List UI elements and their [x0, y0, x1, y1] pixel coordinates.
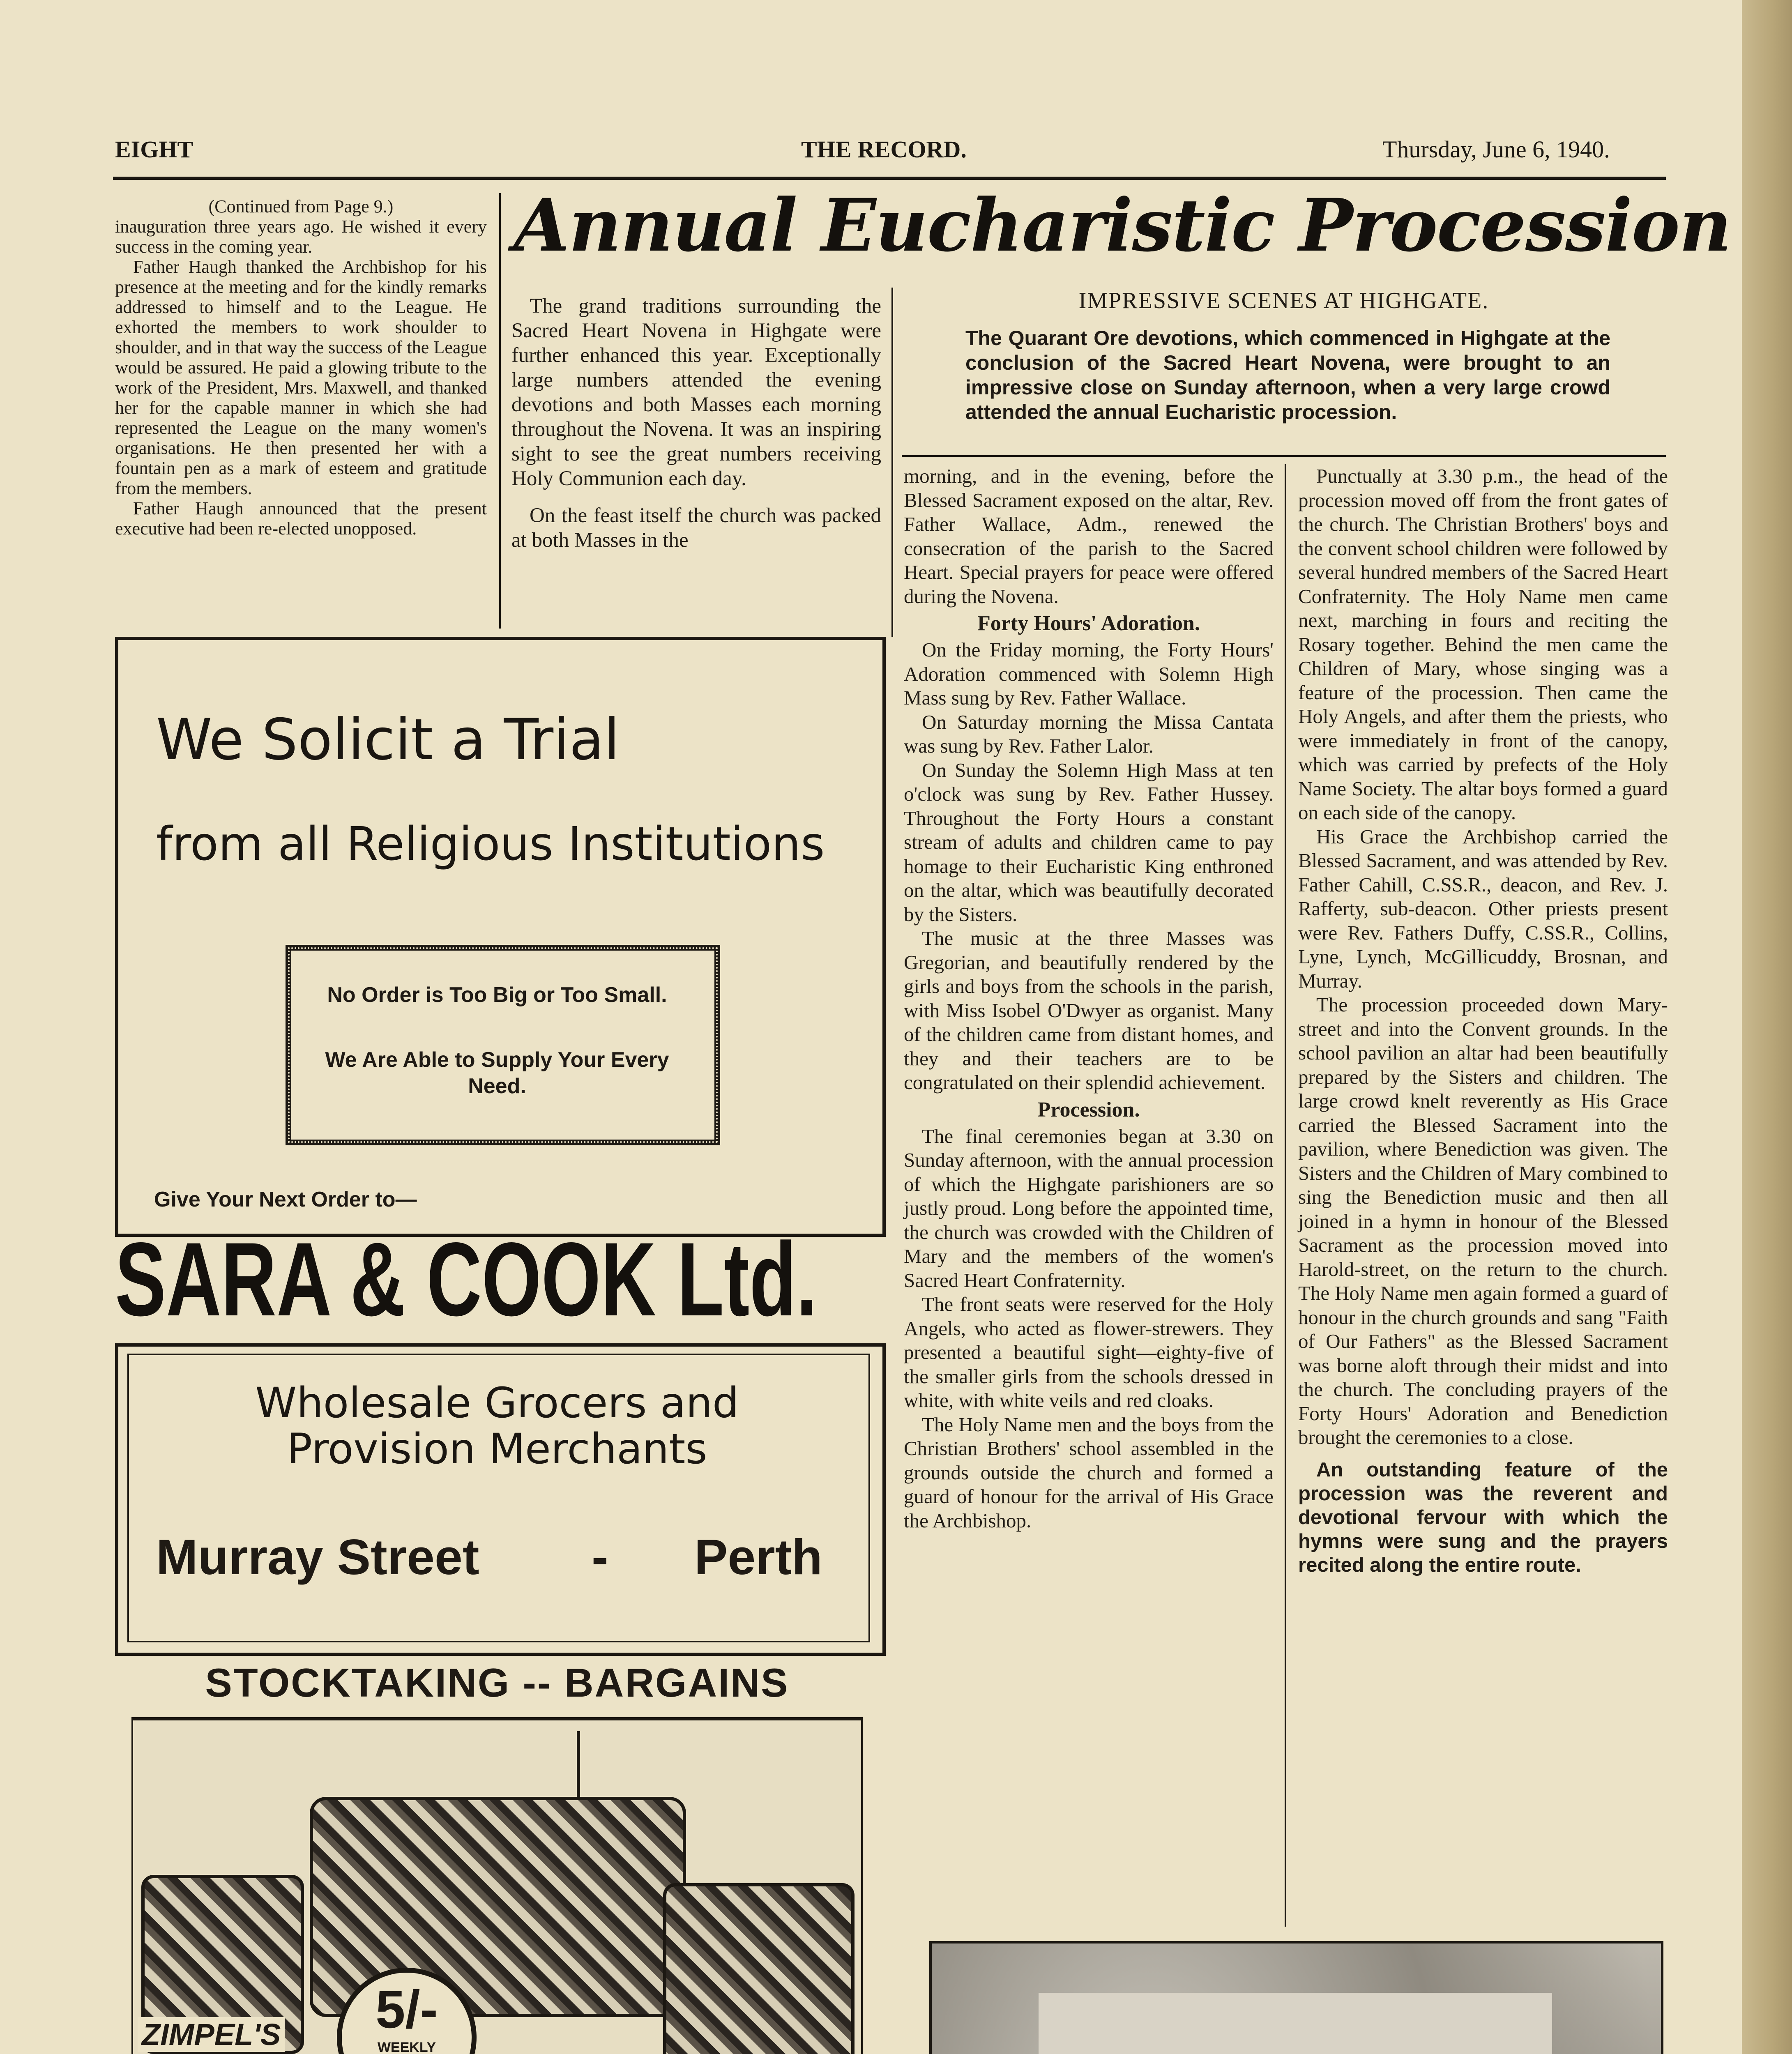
- article-para: His Grace the Archbishop carried the Blessed Sacrament, and was attended by Rev. Father Cahill, C.SS.R., deacon, and Rev. J. Rafferty, sub-deacon. Other priests present were Rev. Fathers Duffy, C.SS.R., Collins, Lyne, Lynch, McGillicuddy, Brosnan, and Murray.: [1298, 825, 1668, 992]
- column-rule: [1285, 464, 1286, 1927]
- left-column: [115, 196, 487, 539]
- article-para: The final ceremonies began at 3.30 on Sunday afternoon, with the annual procession of which the Highgate parishioners are so justly proud. Long before the appointed time, the church was crowded with the Children of Mary and the members of the women's Sacred Heart Confraternity.: [904, 1124, 1274, 1292]
- sara-line1: We Solicit a Trial: [156, 707, 620, 773]
- left-para: Father Haugh thanked the Archbishop for his presence at the meeting and for the kindly remarks addressed to himself and to the League. He exhorted the members to work shoulder to shoulder, and in that way the success of the League would be assured. He paid a glowing tribute to the work of the President, Mrs. Maxwell, and thanked her for the capable manner in which she had represented the League on the many women's organisations. He then presented her with a fountain pen as a mark of esteem and gratitude from the members.: [115, 257, 487, 498]
- article-para: On Saturday morning the Missa Cantata was sung by Rev. Father Lalor.: [904, 710, 1274, 757]
- page-number: EIGHT: [115, 136, 193, 163]
- left-para: inauguration three years ago. He wished it every success in the coming year.: [115, 216, 487, 257]
- sara-trade1: Wholesale Grocers and: [255, 1379, 739, 1428]
- procession-photo: [929, 1941, 1663, 2054]
- badge-price: 5/-: [375, 1979, 438, 2039]
- article-para: On the Friday morning, the Forty Hours' Adoration commenced with Solemn High Mass sung by Rev. Father Wallace.: [904, 638, 1274, 709]
- column-rule: [891, 288, 893, 637]
- sara-trade2: Provision Merchants: [287, 1425, 707, 1474]
- zimpel-price-badge: [337, 1968, 477, 2054]
- article-para: morning, and in the evening, before the Blessed Sacrament exposed on the altar, Rev. Father Wallace, Adm., renewed the consecration of the parish to the Sacred Heart. Special prayers for peace were offered during the Novena.: [904, 465, 1274, 608]
- badge-sub: WEEKLY: [377, 2040, 436, 2054]
- article-col-c: [1298, 464, 1668, 1577]
- article-intro: The Quarant Ore devotions, which commenced in Highgate at the conclusion of the Sacred Heart Novena, were brought to an impressive close on Sunday afternoon, when a very large crowd attended the annual Eucharistic procession.: [965, 327, 1610, 424]
- article-para: The grand traditions surrounding the Sacred Heart Novena in Highgate were further enhanced this year. Exceptionally large numbers attended the evening devotions and both Masses each morning throughout the Novena. It was an inspiring sight to see the great numbers receiving Holy Communion each day.: [511, 295, 881, 490]
- sara-give: Give Your Next Order to—: [154, 1188, 417, 1211]
- continued-note: (Continued from Page 9.): [208, 196, 394, 216]
- article-closing: An outstanding feature of the procession was the reverent and devotional fervour with which the hymns were sung and the prayers recited along the entire route.: [1298, 1458, 1668, 1576]
- sara-dash: -: [592, 1529, 608, 1585]
- zimpel-illustration: [131, 1717, 863, 2054]
- page-edge: [1742, 0, 1792, 2054]
- sara-city: Perth: [694, 1529, 822, 1585]
- zimpel-brand: ZIMPEL'S: [138, 2017, 285, 2052]
- canopy: [1039, 1993, 1552, 2054]
- procession-heading: Procession.: [1037, 1098, 1140, 1121]
- forty-hours-heading: Forty Hours' Adoration.: [977, 612, 1200, 635]
- sara-box-text2: We Are Able to Supply Your Every Need.: [325, 1048, 669, 1098]
- article-col-b: [904, 464, 1274, 1533]
- article-para: The music at the three Masses was Gregorian, and beautifully rendered by the girls and boys from the schools in the parish, with Miss Isobel O'Dwyer as organist. Many of the children came from distant homes, and they and their teachers are to be congratulated on their splendid achievement.: [904, 927, 1274, 1094]
- issue-date: Thursday, June 6, 1940.: [1382, 136, 1610, 163]
- article-subtitle: IMPRESSIVE SCENES AT HIGHGATE.: [1078, 288, 1489, 313]
- sara-dotted-box: [286, 945, 720, 1145]
- sara-street: Murray Street: [156, 1529, 479, 1585]
- sara-box-text1: No Order is Too Big or Too Small.: [327, 983, 667, 1007]
- article-para: On the feast itself the church was packed at both Masses in the: [511, 504, 881, 552]
- masthead-rule: [113, 177, 1666, 180]
- paper-name: THE RECORD.: [801, 136, 967, 163]
- left-para: Father Haugh announced that the present executive had been re-elected unopposed.: [115, 498, 487, 539]
- article-col-a: [511, 294, 881, 553]
- column-rule: [499, 193, 501, 629]
- easy-chair-right: [663, 1883, 855, 2054]
- article-para: The Holy Name men and the boys from the Christian Brothers' school assembled in the grounds outside the church and formed a guard of honour for the arrival of His Grace the Archbishop.: [904, 1413, 1274, 1532]
- article-title: Annual Eucharistic Procession: [514, 183, 1731, 268]
- article-para: Punctually at 3.30 p.m., the head of the procession moved off from the front gates of the church. The Christian Brothers' boys and the convent school children were followed by several hundred members of the Sacred Heart Confraternity. The Holy Name men came next, marching in fours and reciting the Rosary together. Behind the men came the Children of Mary, whose singing was a feature of the procession. Then came the Holy Angels, and after them the priests, who were immediately in front of the canopy, which was carried by prefects of the Holy Name Society. The altar boys formed a guard on each side of the canopy.: [1298, 465, 1668, 824]
- zimpel-headline: STOCKTAKING -- BARGAINS: [205, 1660, 789, 1705]
- sara-company: SARA & COOK Ltd.: [115, 1221, 818, 1338]
- article-para: On Sunday the Solemn High Mass at ten o'clock was sung by Rev. Father Hussey. Throughout the Forty Hours a constant stream of adults and children came to pay homage to their Eucharistic King enthroned on the altar, which was beautifully decorated by the Sisters.: [904, 758, 1274, 926]
- article-para: The front seats were reserved for the Holy Angels, who acted as flower-strewers. They presented a beautiful sight—eighty-five of the smaller girls from the schools dressed in white, with white veils and red cloaks.: [904, 1293, 1274, 1412]
- article-para: The procession proceeded down Mary-street and into the Convent grounds. In the school pavilion an altar had been beautifully prepared by the Sisters and children. The large crowd knelt reverently as His Grace carried the Blessed Sacrament into the pavilion, where Benediction was given. The Sisters and the Children of Mary combined to sing the Benediction music and then all joined in a hymn in honour of the Blessed Sacrament as the procession moved into Harold-street, on the return to the church. The Holy Name men again formed a guard of honour in the church grounds and sang "Faith of Our Fathers" as the Blessed Sacrament was borne aloft through their midst and into the church. The concluding prayers of the Forty Hours' Adoration and Benediction brought the ceremonies to a close.: [1298, 993, 1668, 1448]
- intro-rule: [902, 455, 1666, 457]
- sara-line2: from all Religious Institutions: [156, 817, 825, 871]
